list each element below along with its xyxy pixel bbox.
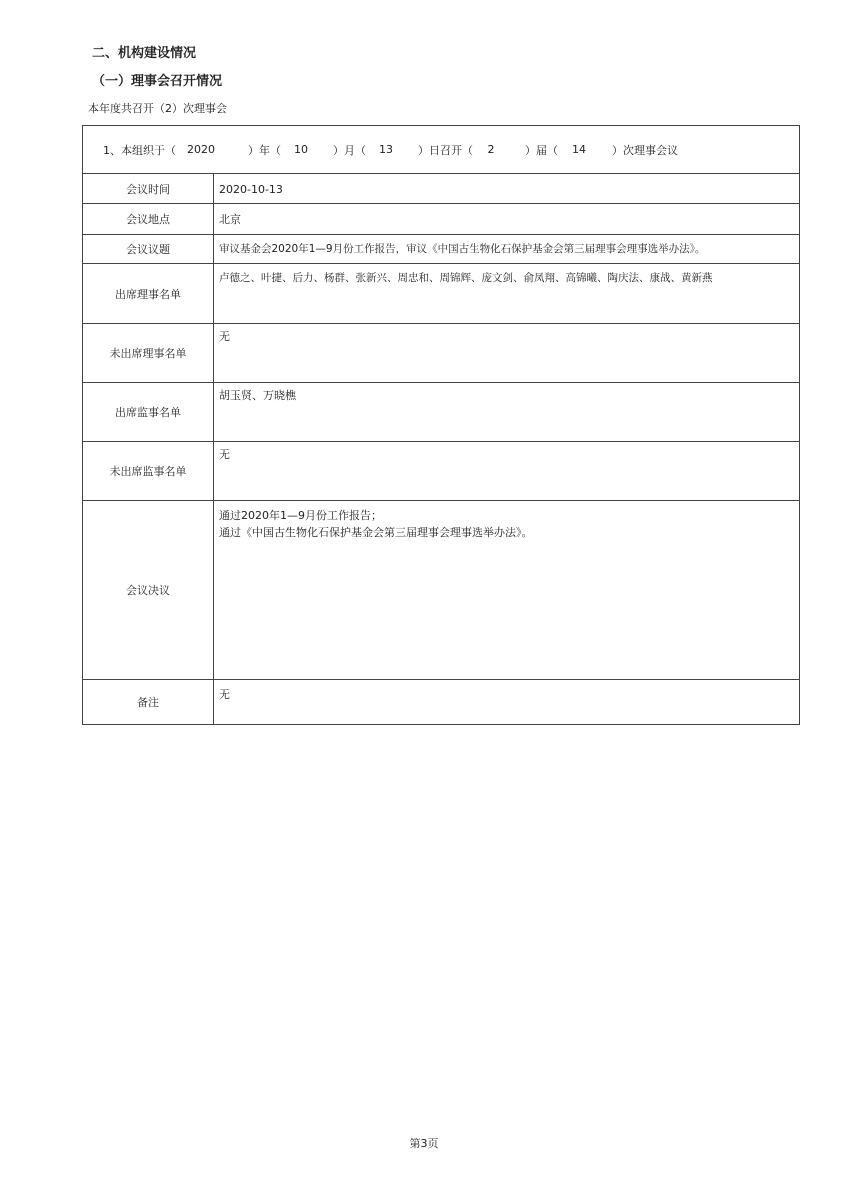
meeting-month: 10 (294, 143, 308, 156)
page-number: 第3页 (409, 1137, 439, 1150)
row-meeting-location (83, 204, 799, 235)
row-label: 会议议题 (83, 235, 214, 263)
row-label: 会议地点 (83, 204, 214, 234)
row-value: 北京 (219, 213, 241, 226)
section-title: 二、机构建设情况 (92, 46, 197, 61)
row-value: 无 (219, 688, 230, 701)
row-meeting-time (83, 174, 799, 204)
row-label: 备注 (83, 680, 214, 724)
row-absent-supervisors (83, 442, 799, 501)
header-prefix: 1、本组织于（ (103, 143, 176, 157)
row-value: 审议基金会2020年1—9月份工作报告，审议《中国古生物化石保护基金会第三届理事会理事选举办法》。 (219, 243, 706, 255)
row-meeting-agenda (83, 235, 799, 264)
term-label: ）届（ (525, 143, 558, 157)
intro-prefix: 本年度共召开（ (88, 102, 165, 115)
row-present-directors (83, 264, 799, 324)
row-label: 会议时间 (83, 174, 214, 203)
intro-suffix: ）次理事会 (172, 102, 227, 115)
row-value: 2020-10-13 (219, 183, 283, 196)
row-label: 出席理事名单 (83, 264, 214, 323)
row-value: 无 (219, 330, 230, 343)
row-label: 未出席监事名单 (83, 442, 214, 500)
row-value: 卢德之、叶捷、后力、杨群、张新兴、周忠和、周锦辉、庞文剑、俞凤翔、高锦曦、陶庆法、康战、黄新燕 (219, 272, 713, 284)
row-absent-directors (83, 324, 799, 383)
row-value: 无 (219, 448, 230, 461)
meeting-term: 2 (487, 143, 495, 156)
row-value: 胡玉贤、万晓樵 (219, 389, 296, 402)
meeting-count-value: 2 (165, 102, 172, 115)
row-remarks (83, 680, 799, 724)
row-resolutions (83, 501, 799, 680)
month-label: ）月（ (333, 143, 366, 157)
meeting-table (82, 125, 800, 725)
row-present-supervisors (83, 383, 799, 442)
meeting-count-statement (88, 100, 227, 116)
row-label: 出席监事名单 (83, 383, 214, 441)
subsection-title: （一）理事会召开情况 (92, 74, 223, 89)
meeting-session: 14 (572, 143, 586, 156)
row-value: 通过2020年1—9月份工作报告； 通过《中国古生物化石保护基金会第三届理事会理事选举办法》。 (219, 509, 533, 539)
row-label: 未出席理事名单 (83, 324, 214, 382)
session-label: ）次理事会议 (612, 143, 678, 157)
year-label: ）年（ (248, 143, 281, 157)
day-label: ）日召开（ (418, 143, 473, 157)
row-label: 会议决议 (83, 501, 214, 679)
meeting-header (83, 126, 799, 174)
meeting-day: 13 (379, 143, 393, 156)
meeting-year: 2020 (187, 143, 215, 156)
